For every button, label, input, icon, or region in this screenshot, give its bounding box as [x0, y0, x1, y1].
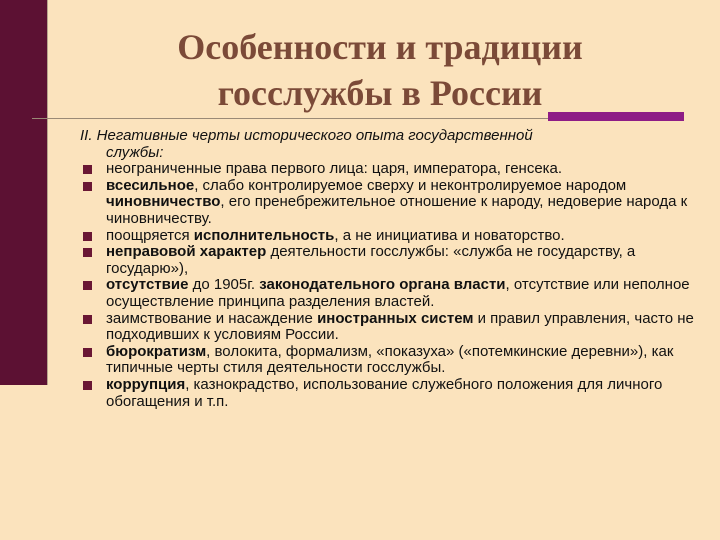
section-heading-line-1: II. Негативные черты исторического опыта государственной: [80, 127, 533, 144]
list-item: коррупция, казнокрадство, использование служебного положения для личного обогащения и т.п.: [80, 377, 700, 410]
title-line-2: госслужбы в России: [217, 73, 543, 113]
section-heading-line-2: службы:: [106, 143, 164, 161]
list-item: отсутствие до 1905г. законодательного органа власти, отсутствие или неполное осуществление принципа разделения властей.: [80, 277, 700, 310]
title-accent-bar: [548, 112, 684, 121]
square-bullet-icon: [83, 248, 92, 257]
square-bullet-icon: [83, 232, 92, 241]
bullet-list: [80, 161, 700, 410]
slide-title: [120, 24, 640, 116]
title-line-1: Особенности и традиции: [177, 27, 583, 67]
list-item: бюрократизм, волокита, формализм, «показуха» («потемкинские деревни»), как типичные черты стиля деятельности госслужбы.: [80, 344, 700, 377]
square-bullet-icon: [83, 281, 92, 290]
list-item: заимствование и насаждение иностранных систем и правил управления, часто не подходивших к условиям России.: [80, 311, 700, 344]
square-bullet-icon: [83, 165, 92, 174]
list-item: неограниченные права первого лица: царя, императора, генсека.: [80, 161, 700, 178]
list-item: неправовой характер деятельности госслужбы: «служба не государству, а государю»),: [80, 244, 700, 277]
left-accent-bar: [0, 0, 47, 385]
square-bullet-icon: [83, 381, 92, 390]
list-item: поощряется исполнительность, а не инициатива и новаторство.: [80, 228, 700, 245]
section-heading: [80, 128, 700, 161]
slide-body: [80, 128, 700, 410]
square-bullet-icon: [83, 182, 92, 191]
square-bullet-icon: [83, 348, 92, 357]
square-bullet-icon: [83, 315, 92, 324]
list-item: всесильное, слабо контролируемое сверху и неконтролируемое народом чиновничество, его пренебрежительное отношение к народу, недоверие народа к чиновничеству.: [80, 178, 700, 228]
